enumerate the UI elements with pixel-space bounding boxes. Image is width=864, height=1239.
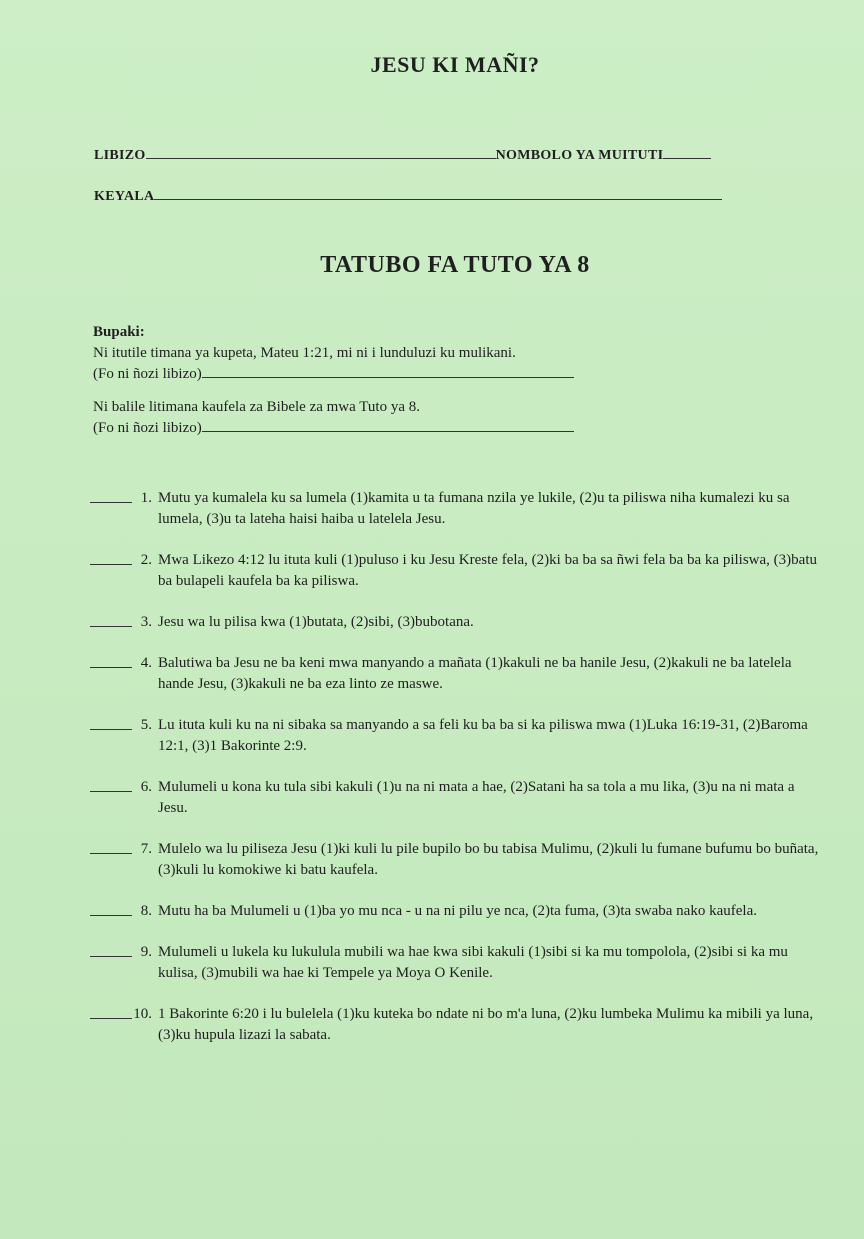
answer-blank[interactable] xyxy=(90,915,132,916)
question-item xyxy=(90,550,820,592)
nombolo-label: NOMBOLO YA MUITUTI xyxy=(495,148,664,163)
question-item xyxy=(90,901,820,922)
question-text: Jesu wa lu pilisa kwa (1)butata, (2)sibi, (3)bubotana. xyxy=(158,614,474,630)
question-text: 1 Bakorinte 6:20 i lu bulelela (1)ku kuteka bo ndate ni bo m'a luna, (2)ku lumbeka Mulimu ka mibili ya luna, (3)ku hupula lizazi la sabata. xyxy=(158,1006,814,1043)
question-text: Mutu ya kumalela ku sa lumela (1)kamita u ta fumana nzila ye lukile, (2)u ta piliswa niha kumalezi ku sa lumela, (3)u ta lateha haisi haiba u latelela Jesu. xyxy=(158,490,790,527)
answer-blank[interactable] xyxy=(90,853,132,854)
question-item xyxy=(90,839,820,881)
signature-field-1[interactable] xyxy=(202,365,574,378)
question-text: Mulumeli u lukela ku lukulula mubili wa hae kwa sibi kakuli (1)sibi si ka mu tompolola, (2)sibi si ka mu kulisa, (3)mubili wa hae ki Tempele ya Moya O Kenile. xyxy=(158,944,788,981)
answer-blank[interactable] xyxy=(90,956,132,957)
question-item xyxy=(90,653,820,695)
libizo-field[interactable] xyxy=(146,146,496,159)
question-text: Mwa Likezo 4:12 lu ituta kuli (1)puluso i ku Jesu Kreste fela, (2)ki ba ba sa ñwi fela ba ba ka piliswa, (3)batu ba bulapeli kaufela ba ka piliswa. xyxy=(158,552,817,589)
answer-blank[interactable] xyxy=(90,626,132,627)
keyala-label: KEYALA xyxy=(94,189,155,204)
section-title: TATUBO FA TUTO YA 8 xyxy=(320,252,590,278)
question-item xyxy=(90,488,820,530)
question-text: Balutiwa ba Jesu ne ba keni mwa manyando a mañata (1)kakuli ne ba hanile Jesu, (2)kakuli ne ba latelela hande Jesu, (3)kakuli ne ba eza linto ze maswe. xyxy=(158,655,792,692)
answer-blank[interactable] xyxy=(90,791,132,792)
signature-field-2[interactable] xyxy=(202,419,574,432)
question-number: 4. xyxy=(140,655,152,671)
question-number: 7. xyxy=(140,841,152,857)
nombolo-field[interactable] xyxy=(663,146,711,159)
question-number: 5. xyxy=(140,717,152,733)
declaration-block xyxy=(93,322,574,439)
keyala-field[interactable] xyxy=(154,187,722,200)
question-number: 9. xyxy=(140,944,152,960)
answer-blank[interactable] xyxy=(90,564,132,565)
declaration-signature-row-2 xyxy=(93,418,574,439)
libizo-row xyxy=(94,146,711,164)
question-number: 10. xyxy=(133,1006,152,1022)
question-item xyxy=(90,715,820,757)
question-list xyxy=(90,488,820,1066)
question-number: 1. xyxy=(140,490,152,506)
declaration-line-3: Ni balile litimana kaufela za Bibele za mwa Tuto ya 8. xyxy=(93,399,420,415)
question-item xyxy=(90,777,820,819)
signature-label-1: (Fo ni ñozi libizo) xyxy=(93,366,202,382)
answer-blank[interactable] xyxy=(90,502,132,503)
question-text: Mulelo wa lu piliseza Jesu (1)ki kuli lu pile bupilo bo bu tabisa Mulimu, (2)kuli lu fumane bufumu bo buñata, (3)kuli lu komokiwe ki batu kaufela. xyxy=(158,841,819,878)
keyala-row xyxy=(94,187,722,205)
question-number: 8. xyxy=(140,903,152,919)
question-number: 3. xyxy=(140,614,152,630)
question-number: 6. xyxy=(140,779,152,795)
question-item xyxy=(90,942,820,984)
libizo-label: LIBIZO xyxy=(94,148,146,163)
answer-blank[interactable] xyxy=(90,667,132,668)
question-item xyxy=(90,612,820,633)
declaration-signature-row-1 xyxy=(93,364,574,385)
question-text: Mulumeli u kona ku tula sibi kakuli (1)u na ni mata a hae, (2)Satani ha sa tola a mu lika, (3)u na ni mata a Jesu. xyxy=(158,779,795,816)
answer-blank[interactable] xyxy=(90,729,132,730)
signature-label-2: (Fo ni ñozi libizo) xyxy=(93,420,202,436)
declaration-heading: Bupaki: xyxy=(93,324,145,340)
question-text: Mutu ha ba Mulumeli u (1)ba yo mu nca - u na ni pilu ye nca, (2)ta fuma, (3)ta swaba nako kaufela. xyxy=(158,903,757,919)
question-number: 2. xyxy=(140,552,152,568)
question-item xyxy=(90,1004,820,1046)
question-text: Lu ituta kuli ku na ni sibaka sa manyando a sa feli ku ba ba si ka piliswa mwa (1)Luka 16:19-31, (2)Baroma 12:1, (3)1 Bakorinte 2:9. xyxy=(158,717,808,754)
answer-blank[interactable] xyxy=(90,1018,132,1019)
declaration-line-1: Ni itutile timana ya kupeta, Mateu 1:21, mi ni i lunduluzi ku mulikani. xyxy=(93,345,516,361)
page-title: JESU KI MAÑI? xyxy=(370,52,540,77)
